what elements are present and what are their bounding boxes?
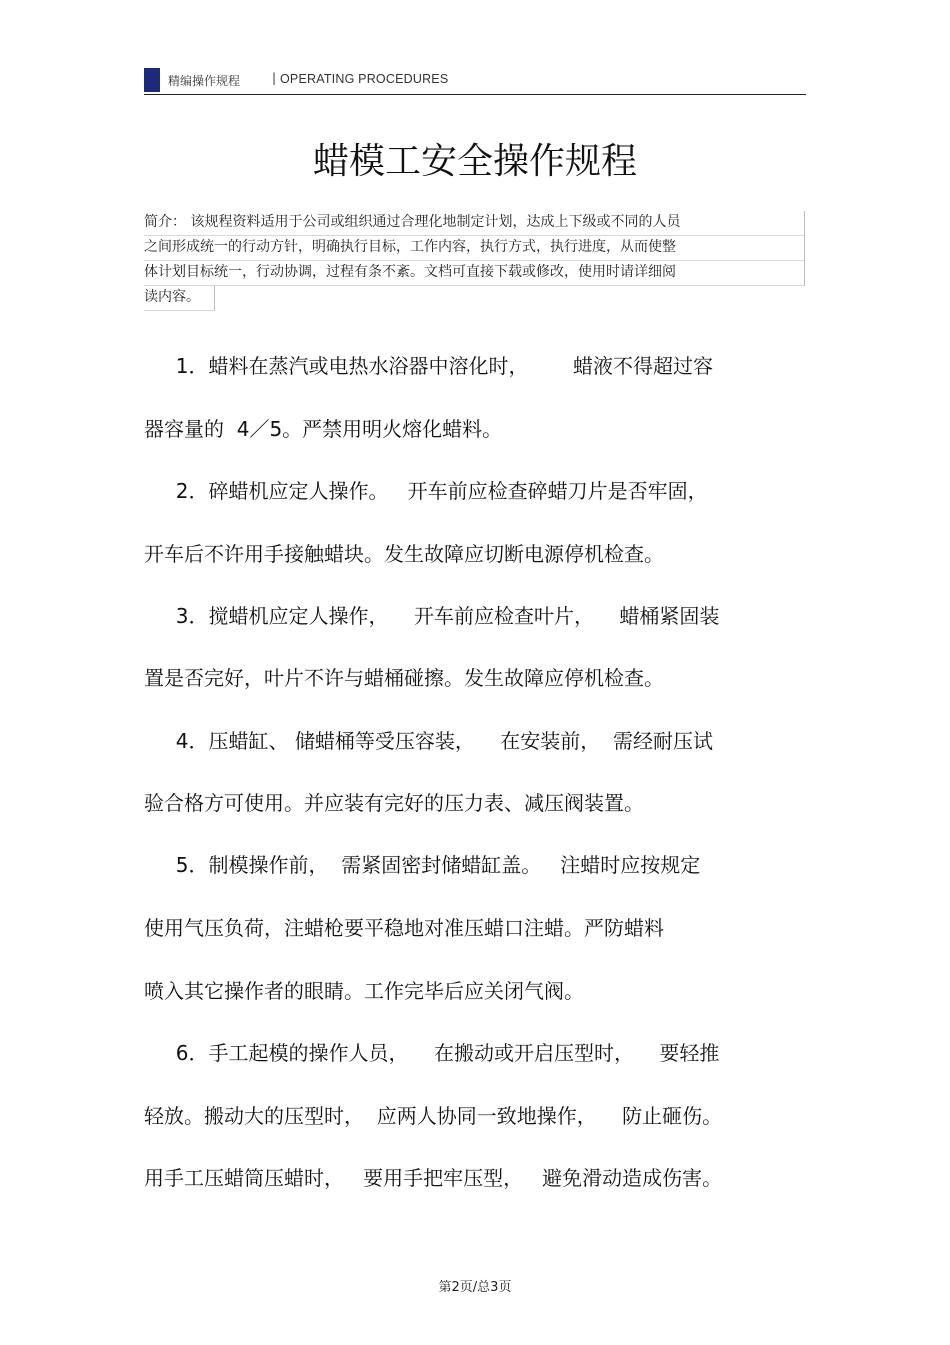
body-line: 验合格方可使用。并应装有完好的压力表、减压阀装置。 [144, 791, 644, 815]
header-separator: | [272, 71, 277, 85]
header-title-en: OPERATING PROCEDURES [280, 72, 449, 86]
body-line: 3．搅蜡机应定人操作， 开车前应检查叶片， 蜡桶紧固装 [144, 604, 720, 628]
page-number: 第2页/总3页 [438, 1280, 512, 1295]
body-line: 轻放。搬动大的压型时， 应两人协同一致地操作， 防止砸伤。 [144, 1104, 723, 1128]
intro-line: 读内容。 [144, 286, 215, 311]
body-line: 用手工压蜡筒压蜡时， 要用手把牢压型， 避免滑动造成伤害。 [144, 1166, 723, 1190]
intro-line: 之间形成统一的行动方针，明确执行目标，工作内容，执行方式，执行进度，从而使整 [144, 236, 805, 261]
body-line: 器容量的 4／5。严禁用明火熔化蜡料。 [144, 417, 503, 441]
body-line: 置是否完好，叶片不许与蜡桶碰擦。发生故障应停机检查。 [144, 666, 664, 690]
intro-line: 简介： 该规程资料适用于公司或组织通过合理化地制定计划，达成上下级或不同的人员 [144, 211, 805, 236]
body-line: 4．压蜡缸、 储蜡桶等受压容装， 在安装前， 需经耐压试 [144, 729, 714, 753]
document-title: 蜡模工安全操作规程 [312, 141, 637, 182]
body-line: 2．碎蜡机应定人操作。 开车前应检查碎蜡刀片是否牢固， [144, 479, 708, 503]
body-line: 开车后不许用手接触蜡块。发生故障应切断电源停机检查。 [144, 542, 664, 566]
body-line: 5．制模操作前， 需紧固密封储蜡缸盖。 注蜡时应按规定 [144, 853, 701, 877]
body-line: 使用气压负荷，注蜡枪要平稳地对准压蜡口注蜡。严防蜡料 [144, 916, 664, 940]
body-line: 喷入其它操作者的眼睛。工作完毕后应关闭气阀。 [144, 979, 584, 1003]
body-line: 1．蜡料在蒸汽或电热水浴器中溶化时， 蜡液不得超过容 [144, 354, 714, 378]
page-header [144, 66, 806, 95]
intro-line: 体计划目标统一，行动协调，过程有条不紊。文档可直接下载或修改，使用时请详细阅 [144, 261, 805, 286]
logo-icon [144, 68, 160, 92]
body-line: 6．手工起模的操作人员， 在搬动或开启压型时， 要轻推 [144, 1041, 720, 1065]
header-title-cn: 精编操作规程 [168, 74, 241, 88]
